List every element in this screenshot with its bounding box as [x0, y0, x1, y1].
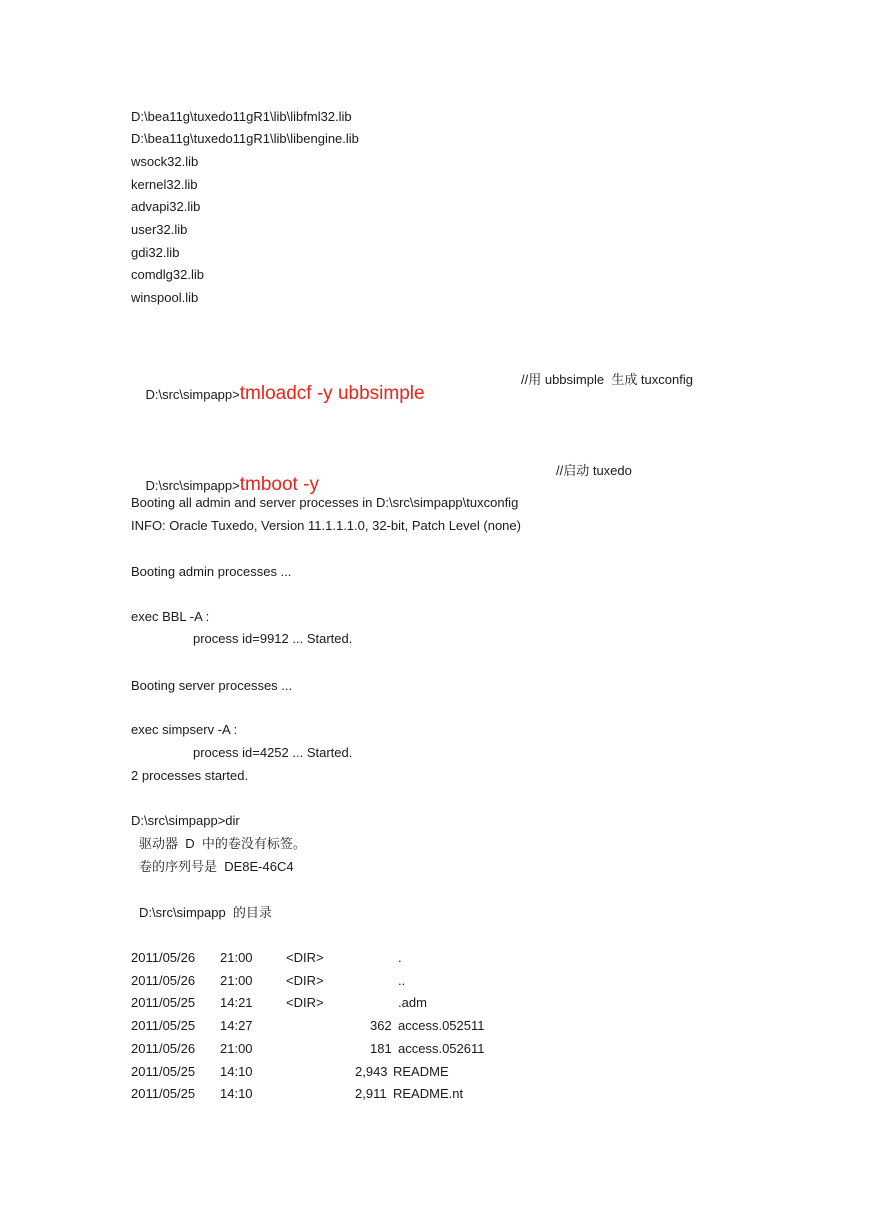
dir-date: 2011/05/25 [131, 1086, 196, 1101]
boot-output-line: Booting server processes ... [131, 678, 293, 693]
boot-output-line: process id=4252 ... Started. [193, 745, 353, 760]
dir-time: 21:00 [220, 973, 253, 988]
command-prompt: D:\src\simpapp> [145, 387, 240, 402]
lib-line: wsock32.lib [131, 154, 199, 169]
directory-of-line: D:\src\simpapp 的目录 [139, 905, 272, 920]
dir-listing-row [131, 1086, 464, 1102]
dir-size: 362 [370, 1018, 392, 1033]
boot-output-line: Booting admin processes ... [131, 564, 292, 579]
dir-time: 14:27 [220, 1018, 253, 1033]
lib-line: advapi32.lib [131, 199, 201, 214]
dir-listing-row [131, 995, 427, 1011]
command-prompt: D:\src\simpapp> [145, 478, 240, 493]
lib-line: comdlg32.lib [131, 267, 204, 282]
lib-line: gdi32.lib [131, 245, 180, 260]
dir-entry-name: .. [398, 973, 406, 988]
dir-entry-name: . [398, 950, 402, 965]
volume-label-line: 驱动器 D 中的卷没有标签。 [139, 836, 306, 851]
dir-entry-name: README.nt [393, 1086, 464, 1101]
tmloadcf-command: tmloadcf -y ubbsimple [239, 383, 425, 404]
dir-time: 14:10 [220, 1064, 253, 1079]
dir-entry-name: README [393, 1064, 449, 1079]
dir-entry-name: .adm [398, 995, 427, 1010]
dir-time: 21:00 [220, 950, 253, 965]
lib-line: user32.lib [131, 222, 188, 237]
lib-line: kernel32.lib [131, 177, 198, 192]
boot-output-line: exec BBL -A : [131, 609, 210, 624]
boot-output-line: exec simpserv -A : [131, 722, 238, 737]
dir-date: 2011/05/26 [131, 1041, 196, 1056]
dir-listing-row [131, 1018, 485, 1034]
tmloadcf-comment: //用 ubbsimple 生成 tuxconfig [521, 372, 693, 387]
boot-output-line: 2 processes started. [131, 768, 249, 783]
tmloadcf-command-line [131, 368, 425, 420]
lib-line: winspool.lib [131, 290, 199, 305]
dir-size: 2,911 [355, 1086, 387, 1101]
dir-flag: <DIR> [286, 995, 324, 1010]
dir-listing-row [131, 973, 406, 989]
dir-time: 14:21 [220, 995, 253, 1010]
dir-command-line: D:\src\simpapp>dir [131, 813, 240, 828]
dir-flag: <DIR> [286, 950, 324, 965]
dir-size: 2,943 [355, 1064, 388, 1079]
dir-time: 14:10 [220, 1086, 253, 1101]
dir-listing-row [131, 1041, 485, 1057]
dir-time: 21:00 [220, 1041, 253, 1056]
dir-entry-name: access.052511 [398, 1018, 485, 1033]
dir-listing-row [131, 1064, 449, 1080]
boot-output-line: INFO: Oracle Tuxedo, Version 11.1.1.1.0, 32-bit, Patch Level (none) [131, 518, 521, 533]
tmboot-command: tmboot -y [239, 474, 319, 495]
tmboot-comment: //启动 tuxedo [556, 463, 632, 478]
dir-date: 2011/05/26 [131, 950, 196, 965]
boot-output-line: Booting all admin and server processes in D:\src\simpapp\tuxconfig [131, 495, 519, 510]
volume-serial-line: 卷的序列号是 DE8E-46C4 [139, 859, 294, 874]
dir-date: 2011/05/25 [131, 1064, 196, 1079]
dir-size: 181 [370, 1041, 392, 1056]
dir-date: 2011/05/25 [131, 995, 196, 1010]
lib-line: D:\bea11g\tuxedo11gR1\lib\libengine.lib [131, 131, 359, 146]
dir-listing-row [131, 950, 402, 966]
boot-output-line: process id=9912 ... Started. [193, 631, 353, 646]
dir-flag: <DIR> [286, 973, 324, 988]
lib-line: D:\bea11g\tuxedo11gR1\lib\libfml32.lib [131, 109, 352, 124]
dir-date: 2011/05/25 [131, 1018, 196, 1033]
dir-entry-name: access.052611 [398, 1041, 485, 1056]
dir-date: 2011/05/26 [131, 973, 196, 988]
